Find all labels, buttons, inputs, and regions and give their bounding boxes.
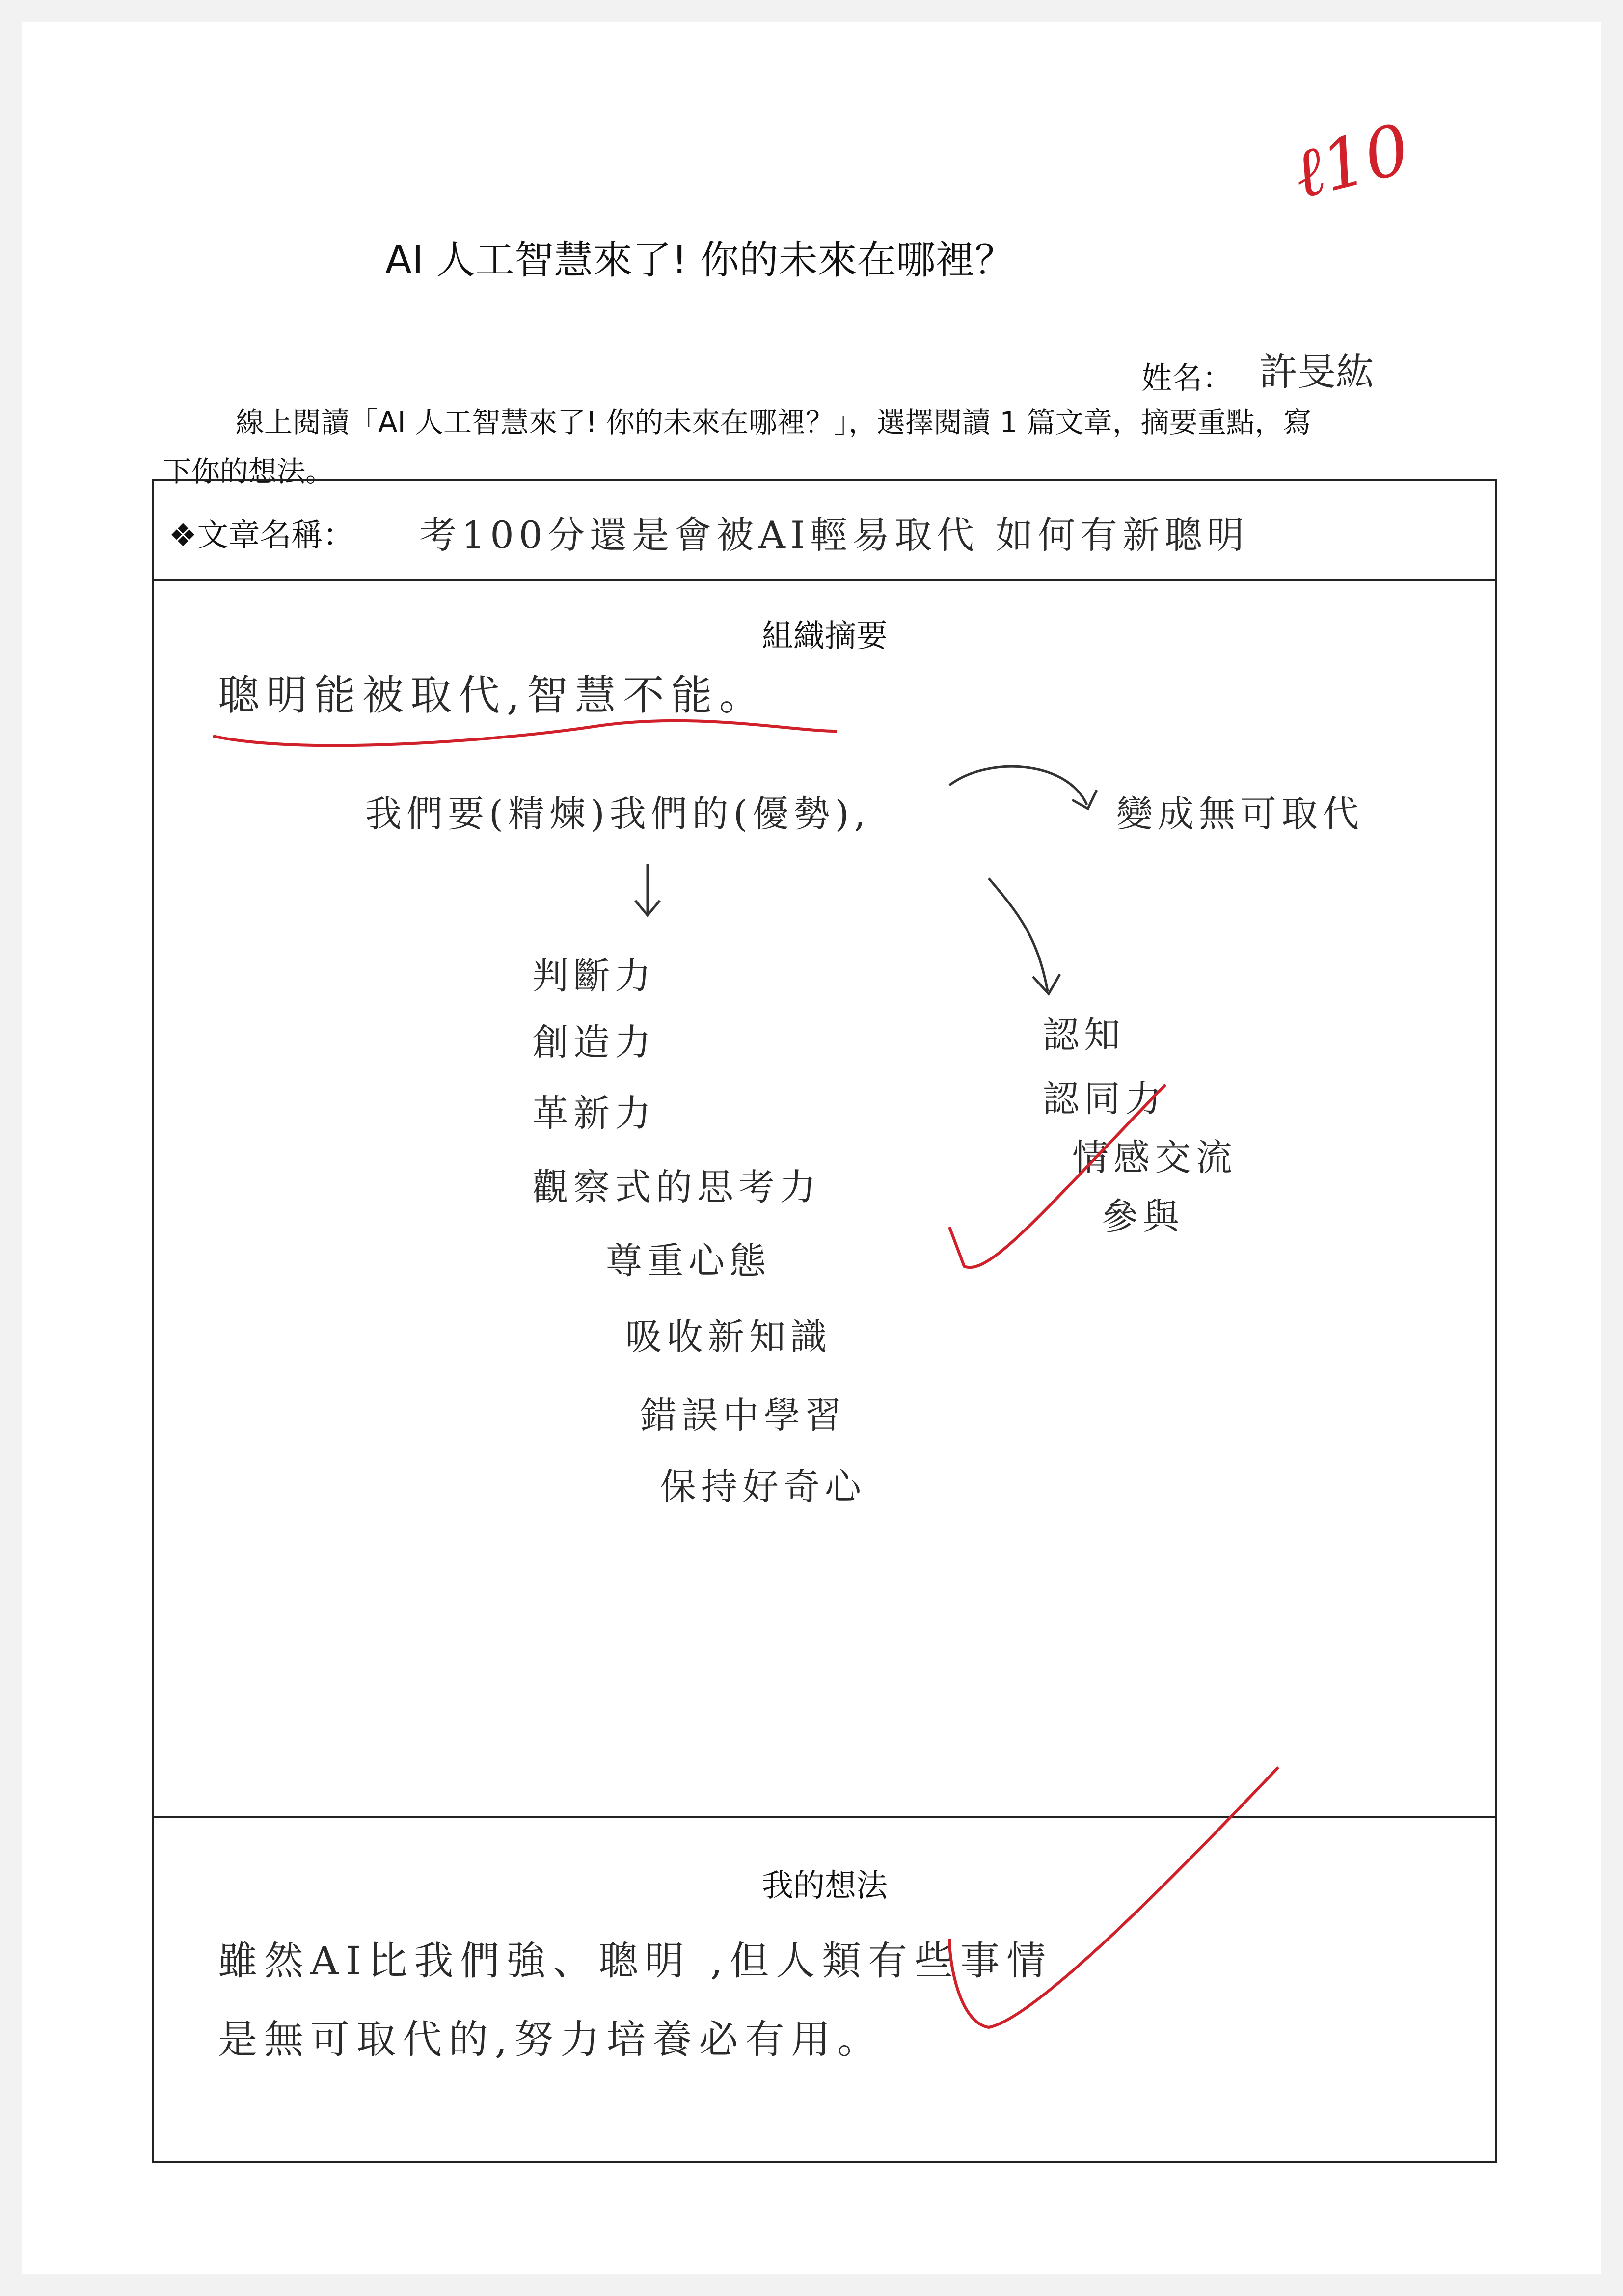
- list-item: 觀察式的思考力: [532, 1166, 821, 1208]
- diagonal-arrow-icon: [989, 878, 1060, 994]
- page-title: AI 人工智慧來了! 你的未來在哪裡？: [385, 237, 1014, 283]
- article-name-label: ❖文章名稱：: [169, 518, 354, 554]
- arrow-down-icon: [635, 864, 660, 915]
- list-item: 錯誤中學習: [640, 1394, 846, 1437]
- grade-mark: ℓ10: [1285, 109, 1418, 215]
- red-check-mark: [949, 1085, 1165, 1267]
- thoughts-line-1: 雖然AI比我們強、聰明 ,但人類有些事情: [218, 1938, 1053, 1984]
- list-item: 創造力: [532, 1021, 656, 1064]
- list-item: 尊重心態: [606, 1240, 771, 1282]
- instruction-line-1: 線上閱讀「AI 人工智慧來了! 你的未來在哪裡？」，選擇閱讀 1 篇文章，摘要重點，寫: [236, 406, 1312, 439]
- summary-main-line: 我們要(精煉)我們的(優勢),: [365, 793, 871, 835]
- list-item: 參與: [1102, 1196, 1184, 1238]
- list-item: 判斷力: [532, 955, 656, 997]
- worksheet-page: [22, 22, 1601, 2274]
- name-label: 姓名：: [1141, 360, 1233, 396]
- list-item: 革新力: [532, 1093, 656, 1135]
- list-item: 情感交流: [1072, 1137, 1237, 1179]
- worksheet-table: [152, 479, 1497, 2163]
- red-check-mark: [949, 1767, 1278, 2027]
- list-item: 吸收新知識: [625, 1316, 832, 1358]
- red-underline: [213, 721, 837, 745]
- summary-thesis: 聰明能被取代,智慧不能。: [218, 671, 767, 719]
- list-item: 認同力: [1043, 1078, 1166, 1120]
- thoughts-line-2: 是無可取代的,努力培養必有用。: [218, 2017, 884, 2062]
- student-name: 許旻紘: [1259, 350, 1375, 394]
- thoughts-heading: 我的想法: [762, 1868, 888, 1904]
- curved-arrow-icon: [949, 766, 1097, 809]
- pen-marks: [154, 481, 1499, 2165]
- list-item: 認知: [1043, 1014, 1125, 1056]
- summary-heading: 組織摘要: [762, 618, 888, 655]
- summary-result: 變成無可取代: [1116, 793, 1364, 835]
- instruction-line-2: 下你的想法。: [163, 455, 334, 488]
- list-item: 保持好奇心: [660, 1466, 866, 1508]
- article-name-value: 考100分還是會被AI輕易取代 如何有新聰明: [419, 513, 1249, 557]
